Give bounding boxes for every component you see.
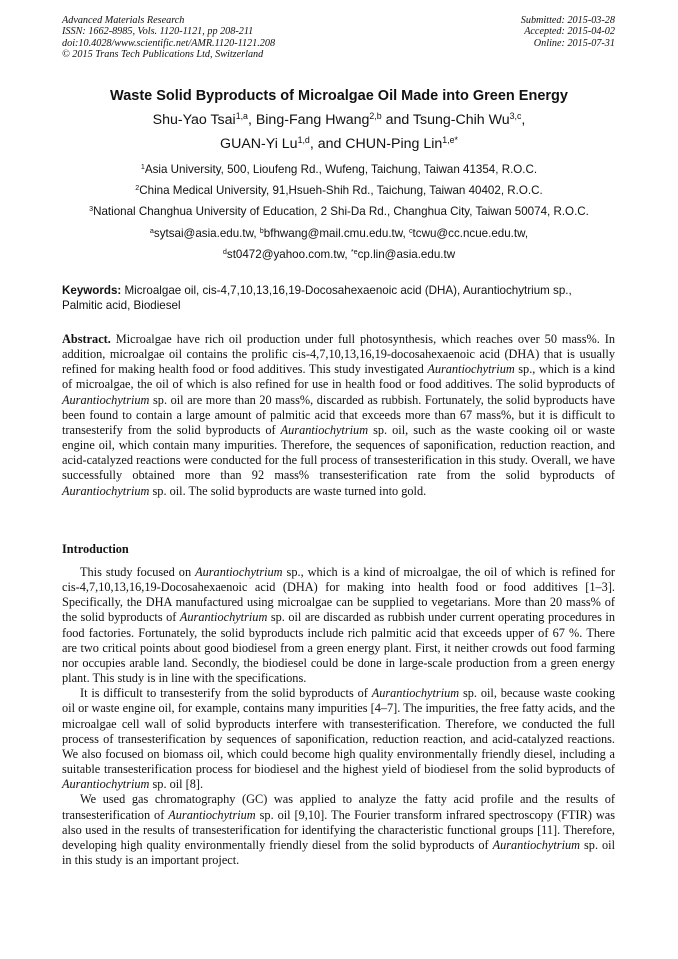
email-link[interactable]: sytsai@asia.edu.tw,: [153, 227, 260, 240]
species-name: Aurantiochytrium: [179, 610, 268, 625]
abstract: [62, 332, 615, 499]
submission-dates: [521, 15, 615, 49]
author-sup: 3,c: [509, 111, 522, 122]
species-name: Aurantiochytrium: [280, 422, 369, 437]
email-line-1: [0, 227, 678, 240]
author-line-1: [0, 112, 678, 128]
text-run: It is difficult to transesterify from the solid byproducts of: [80, 686, 372, 701]
author-sup: 1,e*: [442, 135, 458, 146]
journal-copyright: © 2015 Trans Tech Publications Ltd, Switzerland: [62, 49, 264, 61]
email-link[interactable]: bfhwang@mail.cmu.edu.tw,: [263, 227, 409, 240]
text-run: sp. oil, such as the waste cooking oil or waste engine oil, which contain many impurities. Therefore, the sequences of saponification, reduction reaction, and acid-catalyzed reactions were conducted for the full process of transesterification in this study. Overall, we have successfully obtained more than 92 mass% transesterification rate from the solid byproducts of: [62, 422, 616, 483]
email-sup: b: [259, 226, 264, 236]
abstract-text: [62, 332, 615, 498]
accepted-date: Accepted: 2015-04-02: [524, 26, 615, 38]
section-heading-introduction: Introduction: [62, 542, 129, 556]
text-run: sp. oil in this study is an important project.: [62, 837, 616, 867]
species-name: Aurantiochytrium: [427, 362, 515, 377]
author-line-2: [0, 136, 678, 152]
affiliation-2: [0, 184, 678, 197]
affiliation-3: [0, 205, 678, 218]
paragraph: [62, 686, 615, 792]
email-sup: d: [222, 247, 227, 257]
journal-issn: ISSN: 1662-8985, Vols. 1120-1121, pp 208-211: [62, 26, 254, 38]
keywords-text: Microalgae oil, cis-4,7,10,13,16,19-Docosahexaenoic acid (DHA), Aurantiochytrium sp., Palmitic acid, Biodiesel: [62, 284, 572, 312]
paragraph: [62, 792, 615, 868]
email-link[interactable]: st0472@yahoo.com.tw,: [226, 248, 351, 261]
online-date: Online: 2015-07-31: [533, 37, 615, 49]
email-link[interactable]: tcwu@cc.ncue.edu.tw,: [412, 227, 529, 240]
author-name: and Tsung-Chih Wu: [381, 112, 510, 128]
text-run: Microalgae have rich oil production under full photosynthesis, which reaches over 50 mass%. In addition, microalgae oil contains the prolific cis-4,7,10,13,16,19-docosahexaenoic acid (DHA) that is usually refined for making health food or food additives. This study investigated: [62, 332, 615, 377]
paragraph: [62, 565, 615, 686]
keywords: [62, 283, 615, 313]
species-name: Aurantiochytrium: [168, 807, 256, 822]
affiliation-text: Asia University, 500, Lioufeng Rd., Wufeng, Taichung, Taiwan 41354, R.O.C.: [144, 163, 538, 176]
affiliation-sup: 1: [140, 162, 145, 172]
author-sup: 1,a: [235, 111, 248, 122]
text-run: sp. oil are more than 20 mass%, discarded as rubbish. Fortunately, the solid byproducts have been found to contain a large amount of palmitic acid that exceeds more than 67 mass%, but it is difficult to transesterify from the solid byproducts of: [62, 392, 615, 437]
text-run: sp., which is a kind of microalgae, the oil of which is also refined for use in health food or food additives. The solid byproducts of: [62, 362, 616, 392]
journal-name: Advanced Materials Research: [62, 15, 185, 26]
author-name: GUAN-Yi Lu: [220, 136, 298, 152]
affiliation-text: China Medical University, 91,Hsueh-Shih Rd., Taichung, Taiwan 40402, R.O.C.: [139, 184, 543, 197]
submitted-date: Submitted: 2015-03-28: [520, 15, 615, 26]
species-name: Aurantiochytrium: [62, 777, 150, 792]
email-sup: *e: [350, 247, 358, 257]
email-sup: a: [149, 226, 154, 236]
text-run: This study focused on: [80, 565, 196, 579]
species-name: Aurantiochytrium: [371, 686, 460, 701]
species-name: Aurantiochytrium: [62, 483, 150, 498]
affiliation-sup: 3: [89, 204, 94, 214]
species-name: Aurantiochytrium: [195, 565, 283, 579]
text-run: sp. oil [9,10]. The Fourier transform infrared spectroscopy (FTIR) was also used in the results of transesterification for identifying the characteristic functional groups [11]. Therefore, developing high quality environmentally friendly diesel from the solid byproducts of: [62, 807, 615, 852]
text-run: sp. oil [8].: [149, 777, 204, 792]
author-sup: 2,b: [369, 111, 382, 122]
text-run: sp., which is a kind of microalgae, the oil of which is refined for cis-4,7,10,13,16,19-Docosahexaenoic acid (DHA) for making into health food or food additives [1–3]. Specifically, the DHA manufactured using microalgae can be supplied to vegetarians. More than 20 mass% of the solid byproducts of: [62, 565, 615, 625]
abstract-label: Abstract.: [62, 332, 111, 346]
paper-title: Waste Solid Byproducts of Microalgae Oil Made into Green Energy: [110, 88, 568, 104]
text-run: We used gas chromatography (GC) was applied to analyze the fatty acid profile and the results of transesterification of: [62, 792, 615, 822]
keywords-label: Keywords:: [62, 284, 122, 297]
author-name: Shu-Yao Tsai: [152, 112, 236, 128]
email-line-2: [0, 248, 678, 261]
author-name: , and CHUN-Ping Lin: [309, 136, 443, 152]
affiliation-text: National Changhua University of Education, 2 Shi-Da Rd., Changhua City, Taiwan 50074, R.O.C.: [93, 205, 589, 218]
text-run: sp. oil, because waste cooking oil or waste engine oil, for example, contains many impurities [4–7]. The impurities, the free fatty acids, and the microalgae cell wall of solid byproducts interfere with transesterification. Therefore, we conducted the full process of transesterification by sequences of saponification, reduction reaction, and acid-catalyzed reactions. We also focused on biomass oil, which could become high quality environmentally friendly diesel, including a suitable transesterification process for biodiesel and the highest yield of biodiesel from the solid byproducts of: [62, 686, 615, 777]
text-run: sp. oil. The solid byproducts are waste turned into gold.: [149, 483, 427, 498]
email-sup: c: [408, 226, 413, 236]
affiliation-1: [0, 163, 678, 176]
author-sep: ,: [521, 112, 526, 128]
journal-info: [62, 15, 275, 61]
author-name: , Bing-Fang Hwang: [247, 112, 370, 128]
author-sup: 1,d: [297, 135, 310, 146]
introduction-body: [62, 565, 615, 868]
species-name: Aurantiochytrium: [62, 392, 150, 407]
affiliation-sup: 2: [135, 183, 140, 193]
email-link[interactable]: cp.lin@asia.edu.tw: [357, 248, 456, 261]
text-run: sp. oil are discarded as rubbish under current operating procedures in food factories. Fortunately, the solid byproducts include rich palmitic acid that exceeds upper of 67 %. There are two critical points about good biodiesel from a green energy plant. First, it neither crowds out food farming nor occupies arable land. Secondly, the biodiesel could be done in large-scale production from a green energy plant. This study is in line with the specifications.: [62, 610, 615, 686]
species-name: Aurantiochytrium: [492, 837, 581, 852]
journal-doi: doi:10.4028/www.scientific.net/AMR.1120-1121.208: [62, 37, 276, 49]
